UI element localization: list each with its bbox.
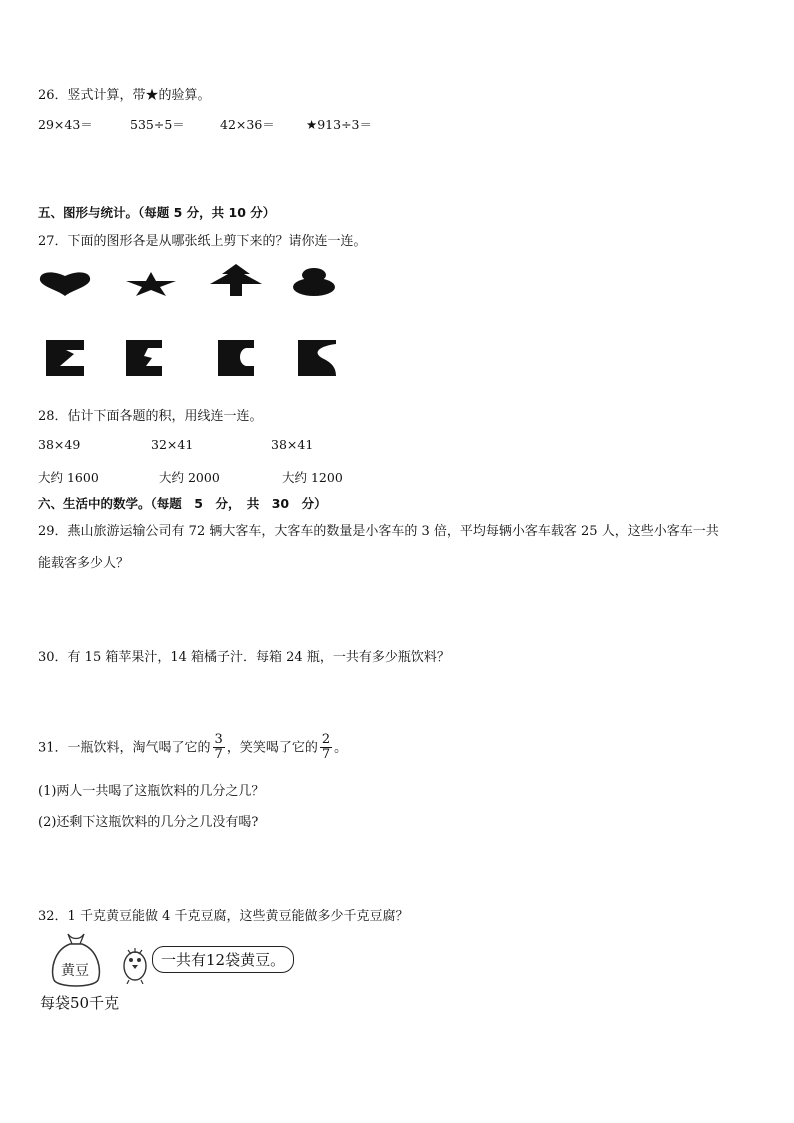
q31-text-2: ，笑笑喝了它的 — [226, 740, 318, 756]
heart-shape-icon — [38, 270, 92, 296]
q28-estimate-2: 大约 2000 — [159, 470, 220, 485]
q31-text-1: 31．一瓶饮料，淘气喝了它的 — [38, 740, 211, 756]
paper-cutout-1-icon — [46, 340, 84, 376]
paper-cutout-3-icon — [218, 340, 254, 376]
paper-cutout-4-icon — [298, 340, 336, 376]
q26-expr-3: 42×36＝ — [220, 117, 275, 132]
star-shape-icon — [126, 272, 176, 296]
speech-bubble: 一共有12袋黄豆。 — [152, 946, 294, 973]
q28-expr-1: 38×49 — [38, 437, 81, 452]
q31-sub-2: (2)还剩下这瓶饮料的几分之几没有喝? — [38, 815, 259, 830]
q29-line-2: 能载客多少人？ — [38, 556, 130, 571]
q31-text-3: 。 — [334, 740, 348, 756]
paper-cutout-2-icon — [126, 340, 162, 376]
q26-expr-1: 29×43＝ — [38, 117, 93, 132]
q26-title: 26．竖式计算，带★的验算。 — [38, 88, 211, 103]
fraction-denominator: 7 — [214, 747, 223, 763]
section-5-heading: 五、图形与统计。（每题 5 分，共 10 分） — [38, 205, 276, 220]
q29-line-1: 29．燕山旅游运输公司有 72 辆大客车，大客车的数量是小客车的 3 倍，平均每辆小客车载客 25 人，这些小客车一共 — [38, 524, 719, 539]
q28-expr-3: 38×41 — [271, 437, 314, 452]
fraction-numerator: 2 — [321, 732, 331, 747]
q31-sub-1: (1)两人一共喝了这瓶饮料的几分之几？ — [38, 784, 265, 799]
q26-expr-4: ★913÷3＝ — [306, 117, 372, 132]
fraction-3-7 — [213, 733, 225, 763]
q30-title: 30．有 15 箱苹果汁，14 箱橘子汁．每箱 24 瓶，一共有多少瓶饮料？ — [38, 650, 450, 665]
q28-estimate-3: 大约 1200 — [282, 470, 343, 485]
fraction-denominator: 7 — [321, 747, 331, 763]
q27-title: 27．下面的图形各是从哪张纸上剪下来的？请你连一连。 — [38, 234, 367, 249]
bean-bag-label: 黄豆 — [61, 963, 89, 979]
section-6-heading: 六、生活中的数学。（每题 5 分， 共 30 分） — [38, 496, 327, 511]
q32-title: 32．1 千克黄豆能做 4 千克豆腐，这些黄豆能做多少千克豆腐？ — [38, 909, 409, 924]
q31-title — [38, 733, 347, 763]
q28-expr-2: 32×41 — [151, 437, 194, 452]
q28-title: 28．估计下面各题的积，用线连一连。 — [38, 409, 263, 424]
bag-weight-caption: 每袋50千克 — [40, 994, 120, 1012]
mushroom-shape-icon — [292, 268, 336, 296]
tree-shape-icon — [208, 264, 264, 296]
q28-estimate-1: 大约 1600 — [38, 470, 99, 485]
fraction-2-7 — [320, 733, 332, 763]
q26-expr-2: 535÷5＝ — [130, 117, 185, 132]
bird-mascot-icon — [120, 944, 150, 984]
fraction-numerator: 3 — [214, 732, 223, 747]
